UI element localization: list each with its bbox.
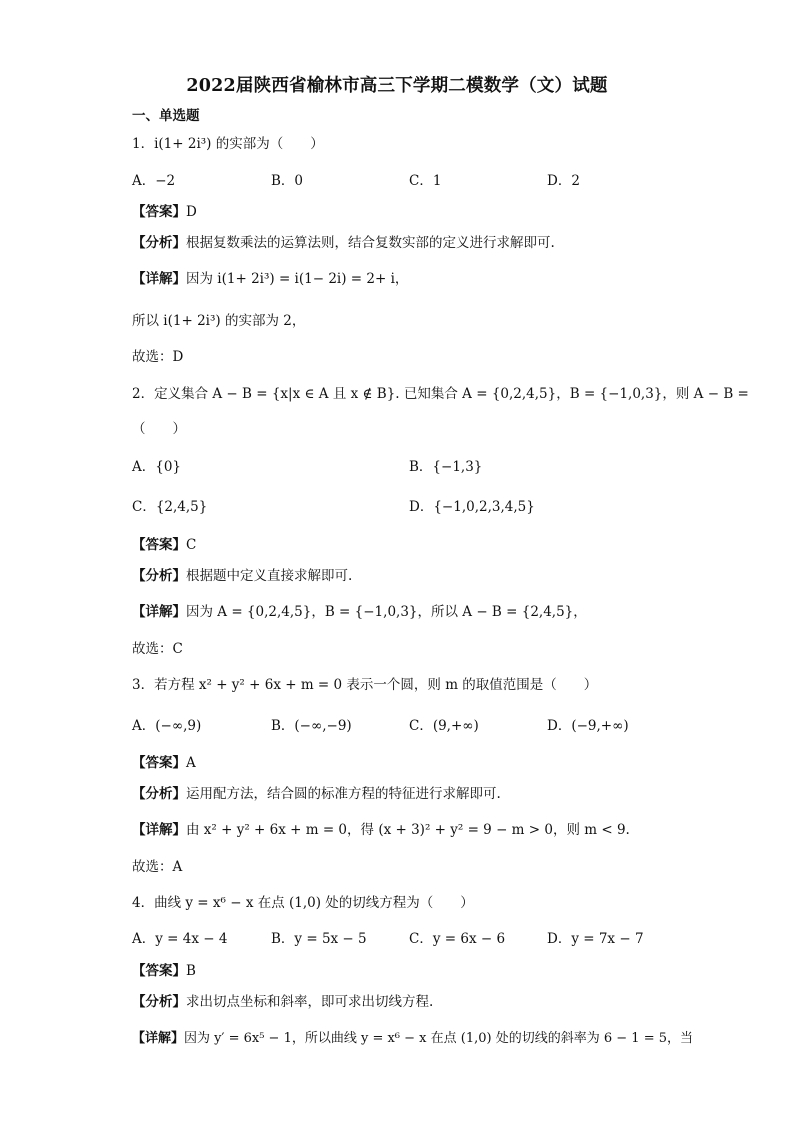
detail-tag: 【详解】 (132, 604, 186, 620)
q1-answer-line (132, 203, 197, 221)
q3-conclusion: 故选：A (132, 859, 183, 875)
detail-tag: 【详解】 (132, 822, 186, 838)
analysis-tag: 【分析】 (132, 568, 186, 584)
q4-option-b: B．y = 5x − 5 (271, 931, 367, 947)
q4-answer: B (186, 963, 196, 979)
q4-analysis: 求出切点坐标和斜率，即可求出切线方程. (186, 994, 434, 1010)
q2-option-a: A．{0} (132, 459, 182, 475)
q3-option-b: B．(−∞,−9) (271, 718, 352, 734)
q3-answer: A (186, 755, 196, 771)
q3-analysis: 运用配方法，结合圆的标准方程的特征进行求解即可. (186, 786, 501, 802)
q2-option-c: C．{2,4,5} (132, 499, 208, 515)
answer-tag: 【答案】 (132, 537, 186, 553)
document-title: 2022届陕西省榆林市高三下学期二模数学（文）试题 (186, 76, 608, 96)
q3-detail: 由 x² + y² + 6x + m = 0，得 (x + 3)² + y² = 9 − m > 0，则 m < 9. (186, 822, 630, 838)
q4-answer-line (132, 962, 196, 980)
q2-conclusion: 故选：C (132, 641, 183, 657)
section-heading: 一、单选题 (132, 108, 200, 124)
q3-answer-line (132, 754, 196, 772)
q2-option-b: B．{−1,3} (409, 459, 483, 475)
q2-detail: 因为 A = {0,2,4,5}，B = {−1,0,3}，所以 A − B = {2,4,5}， (186, 604, 587, 620)
detail-tag: 【详解】 (132, 1031, 185, 1046)
q4-option-c: C．y = 6x − 6 (409, 931, 506, 947)
q3-analysis-line (132, 785, 501, 803)
analysis-tag: 【分析】 (132, 994, 186, 1010)
q1-detail: 因为 i(1+ 2i³) = i(1− 2i) = 2+ i， (186, 271, 409, 287)
q1-detail-2: 所以 i(1+ 2i³) 的实部为 2， (132, 313, 306, 329)
q3-stem: 3．若方程 x² + y² + 6x + m = 0 表示一个圆，则 m 的取值范围是（ ） (132, 677, 598, 693)
detail-tag: 【详解】 (132, 271, 186, 287)
answer-tag: 【答案】 (132, 204, 186, 220)
q1-analysis: 根据复数乘法的运算法则，结合复数实部的定义进行求解即可. (186, 235, 555, 251)
answer-tag: 【答案】 (132, 963, 186, 979)
q4-stem: 4．曲线 y = x⁶ − x 在点 (1,0) 处的切线方程为（ ） (132, 895, 474, 911)
q2-stem-2: （ ） (132, 421, 186, 437)
q1-analysis-line (132, 234, 555, 252)
q4-detail-line (132, 1030, 693, 1048)
q4-analysis-line (132, 993, 433, 1011)
q3-option-d: D．(−9,+∞) (547, 718, 629, 734)
q1-conclusion: 故选：D (132, 349, 184, 365)
q2-stem: 2．定义集合 A − B = {x|x ∈ A 且 x ∉ B}. 已知集合 A = {0,2,4,5}，B = {−1,0,3}，则 A − B = (132, 386, 749, 402)
q1-option-a: A．−2 (132, 173, 176, 189)
q4-detail: 因为 y′ = 6x⁵ − 1，所以曲线 y = x⁶ − x 在点 (1,0) 处的切线的斜率为 6 − 1 = 5，当 (184, 1031, 693, 1046)
q4-option-d: D．y = 7x − 7 (547, 931, 644, 947)
answer-tag: 【答案】 (132, 755, 186, 771)
q2-analysis-line (132, 567, 352, 585)
q2-analysis: 根据题中定义直接求解即可. (186, 568, 353, 584)
q1-detail-line (132, 270, 408, 288)
q3-detail-line (132, 821, 630, 839)
q2-detail-line (132, 603, 587, 621)
q3-option-c: C．(9,+∞) (409, 718, 479, 734)
analysis-tag: 【分析】 (132, 786, 186, 802)
q4-option-a: A．y = 4x − 4 (132, 931, 228, 947)
analysis-tag: 【分析】 (132, 235, 186, 251)
q2-answer: C (186, 537, 197, 553)
q1-option-c: C．1 (409, 173, 442, 189)
q1-stem: 1．i(1+ 2i³) 的实部为（ ） (132, 136, 324, 152)
q3-option-a: A．(−∞,9) (132, 718, 202, 734)
q2-answer-line (132, 536, 196, 554)
q1-option-d: D．2 (547, 173, 580, 189)
q1-answer: D (186, 204, 197, 220)
q1-option-b: B．0 (271, 173, 304, 189)
q2-option-d: D．{−1,0,2,3,4,5} (409, 499, 535, 515)
